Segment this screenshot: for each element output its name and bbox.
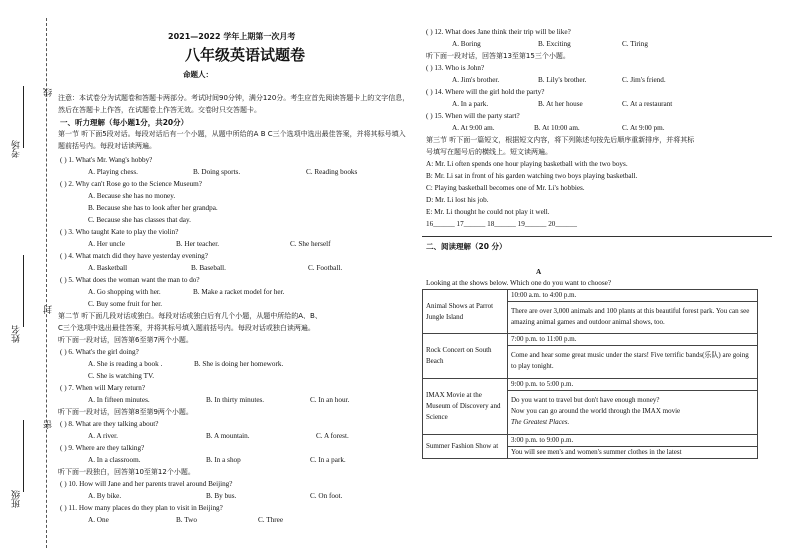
q13-option-a: A. Jim's brother. (452, 76, 500, 84)
section2-title: 二、阅读理解（20 分） (426, 242, 507, 251)
show-info-cell (508, 379, 758, 435)
q9-option-b: B. In a shop (206, 456, 241, 464)
q2-option-a: A. Because she has no money. (88, 192, 176, 200)
question-2: ( ) 2. Why can't Rose go to the Science Museum? (60, 180, 202, 188)
q12-option-c: C. Tiring (622, 40, 648, 48)
q10-option-a: A. By bike. (88, 492, 122, 500)
section1-part3-instr-2: 号填写在题号后的横线上。短文读两遍。 (426, 148, 552, 156)
question-4: ( ) 4. What match did they have yesterday evening? (60, 252, 208, 260)
q6-option-b: B. She is doing her homework. (194, 360, 284, 368)
q13-option-b: B. Lily's brother. (538, 76, 587, 84)
show-info-cell (508, 334, 758, 379)
show-description: Come and hear some great music under the stars! Five terrific bands(乐队) are going to play tonight. (511, 351, 749, 370)
answer-blanks-16-20[interactable]: 16______ 17______ 18______ 19______ 20______ (426, 220, 577, 228)
statement-d: D: Mr. Li lost his job. (426, 196, 489, 204)
binding-margin (0, 0, 60, 560)
question-11: ( ) 11. How many places do they plan to visit in Beijing? (60, 504, 223, 512)
show-description: Do you want to travel but don't have enough money? (511, 396, 660, 404)
show-name-cell: Animal Shows at Parrot Jungle Island (423, 290, 508, 334)
q2-option-b: B. Because she has to look after her grandpa. (88, 204, 218, 212)
q9-option-c: C. In a park. (310, 456, 346, 464)
q1-option-b: B. Doing sports. (193, 168, 241, 176)
q4-option-c: C. Football. (308, 264, 343, 272)
show-time: 7:00 p.m. to 11:00 p.m. (508, 334, 757, 346)
show-description: There are over 3,000 animals and 100 plants at this beautiful forest park. You can see amazing animal games and outdoor animal shows, too. (511, 307, 750, 326)
margin-mark-xian: 线 (43, 88, 53, 97)
show-description-2: Now you can go around the world through the IMAX movie (511, 407, 681, 415)
q12-option-b: B. Exciting (538, 40, 571, 48)
table-row (423, 334, 758, 379)
statement-c: C: Playing basketball becomes one of Mr. Li's hobbies. (426, 184, 585, 192)
q10-option-b: B. By bus. (206, 492, 237, 500)
exam-note: 注意：本试卷分为试题卷和答题卡两部分。考试时间90分钟，满分120分。考生应首先阅读答题卡上的文字信息，然后在答题卡上作答，在试题卷上作答无效。交卷时只交答题卡。 (58, 94, 410, 114)
margin-mark-feng: 封 (43, 305, 53, 314)
show-movie-title: The Greatest Places. (511, 418, 570, 426)
q14-option-a: A. In a park. (452, 100, 489, 108)
statement-b: B: Mr. Li sat in front of his garden watching two boys playing basketball. (426, 172, 638, 180)
q12-option-a: A. Boring (452, 40, 481, 48)
q7-option-a: A. In fifteen minutes. (88, 396, 150, 404)
q11-option-a: A. One (88, 516, 109, 524)
statement-e: E: Mr. Li thought he could not play it well. (426, 208, 550, 216)
table-row (423, 379, 758, 435)
question-15: ( ) 15. When will the party start? (426, 112, 520, 120)
show-name-cell: Summer Fashion Show at (423, 435, 508, 459)
exam-room-label: 考场 (12, 140, 22, 158)
q6-option-a: A. She is reading a book . (88, 360, 163, 368)
class-line (23, 420, 24, 492)
question-3: ( ) 3. Who taught Kate to play the violin? (60, 228, 179, 236)
table-row (423, 435, 758, 459)
page-title: 八年级英语试题卷 (185, 46, 306, 64)
name-label: 姓名 (12, 325, 22, 343)
q1-option-a: A. Playing chess. (88, 168, 138, 176)
q7-option-b: B. In thirty minutes. (206, 396, 265, 404)
exam-room-line (23, 86, 24, 148)
convo-6-7-instr: 听下面一段对话，回答第6至第7两个小题。 (58, 336, 193, 344)
q8-option-a: A. A river. (88, 432, 118, 440)
q3-option-a: A. Her uncle (88, 240, 125, 248)
seal-line (46, 18, 47, 548)
question-8: ( ) 8. What are they talking about? (60, 420, 159, 428)
q15-option-b: B. At 10:00 am. (534, 124, 580, 132)
show-name-cell: IMAX Movie at the Museum of Discovery and Science (423, 379, 508, 435)
question-1: ( ) 1. What's Mr. Wang's hobby? (60, 156, 153, 164)
q14-option-b: B. At her house (538, 100, 583, 108)
q7-option-c: C. In an hour. (310, 396, 350, 404)
table-row (423, 290, 758, 334)
show-name-cell: Rock Concert on South Beach (423, 334, 508, 379)
q3-option-c: C. She herself (290, 240, 331, 248)
question-10: ( ) 10. How will Jane and her parents travel around Beijing? (60, 480, 233, 488)
section1-part2-instr-1: 第二节 听下面几段对话或独白。每段对话或独白后有几个小题，从题中所给的A、B、 (58, 312, 322, 320)
q4-option-a: A. Basketball (88, 264, 128, 272)
q13-option-c: C. Jim's friend. (622, 76, 666, 84)
q15-option-c: C. At 9:00 pm. (622, 124, 665, 132)
section-divider (422, 236, 772, 237)
section1-part3-instr-1: 第三节 听下面一篇短文，根据短文内容，将下列陈述句按先后顺序重新排序，并将其标 (426, 136, 695, 144)
q5-option-b: B. Make a racket model for her. (193, 288, 285, 296)
q14-option-c: C. At a restaurant (622, 100, 673, 108)
convo-13-15-instr: 听下面一段对话，回答第13至第15三个小题。 (426, 52, 570, 60)
passage-a-intro: Looking at the shows below. Which one do you want to choose? (426, 279, 612, 287)
question-12: ( ) 12. What does Jane think their trip will be like? (426, 28, 571, 36)
q5-option-a: A. Go shopping with her. (88, 288, 161, 296)
shows-table (422, 289, 758, 459)
term-heading: 2021—2022 学年上期第一次月考 (168, 32, 296, 41)
q15-option-a: A. At 9:00 am. (452, 124, 495, 132)
statement-a: A: Mr. Li often spends one hour playing basketball with the two boys. (426, 160, 628, 168)
question-13: ( ) 13. Who is John? (426, 64, 485, 72)
question-7: ( ) 7. When will Mary return? (60, 384, 146, 392)
q8-option-b: B. A mountain. (206, 432, 250, 440)
margin-mark-mi: 密 (43, 420, 53, 429)
question-9: ( ) 9. Where are they talking? (60, 444, 145, 452)
q4-option-b: B. Baseball. (191, 264, 226, 272)
author-label: 命题人： (183, 70, 213, 79)
question-6: ( ) 6. What's the girl doing? (60, 348, 139, 356)
section1-part1-instr: 第一节 听下面5段对话。每段对话后有一个小题，从题中所给的A B C三个选项中选出最佳答案，并将其标号填入题前括号内。每段对话读两遍。 (58, 130, 406, 150)
q9-option-a: A. In a classroom. (88, 456, 141, 464)
q11-option-c: C. Three (258, 516, 284, 524)
q8-option-c: C. A forest. (316, 432, 349, 440)
q3-option-b: B. Her teacher. (176, 240, 220, 248)
show-info-cell (508, 290, 758, 334)
show-time: 3:00 p.m. to 9:00 p.m. (508, 435, 757, 447)
show-description: You will see men's and women's summer clothes in the latest (511, 448, 682, 456)
question-14: ( ) 14. Where will the girl hold the party? (426, 88, 545, 96)
section1-title: 一、听力理解（每小题1分，共20分） (60, 118, 189, 127)
question-5: ( ) 5. What does the woman want the man to do? (60, 276, 200, 284)
section1-part2-instr-2: C三个选项中选出最佳答案，并将其标号填入题前括号内。每段对话或独白读两遍。 (58, 324, 315, 332)
q6-option-c: C. She is watching TV. (88, 372, 155, 380)
passage-a-label: A (536, 268, 542, 276)
show-time: 9:00 p.m. to 5:00 p.m. (508, 379, 757, 391)
show-info-cell (508, 435, 758, 459)
class-label: 班级 (12, 490, 22, 508)
show-time: 10:00 a.m. to 4:00 p.m. (508, 290, 757, 302)
q2-option-c: C. Because she has classes that day. (88, 216, 191, 224)
q11-option-b: B. Two (176, 516, 197, 524)
q10-option-c: C. On foot. (310, 492, 343, 500)
q5-option-c: C. Buy some fruit for her. (88, 300, 163, 308)
convo-8-9-instr: 听下面一段对话，回答第8至第9两个小题。 (58, 408, 193, 416)
name-line (23, 255, 24, 327)
q1-option-c: C. Reading books (306, 168, 358, 176)
monologue-10-12-instr: 听下面一段独白，回答第10至第12个小题。 (58, 468, 195, 476)
